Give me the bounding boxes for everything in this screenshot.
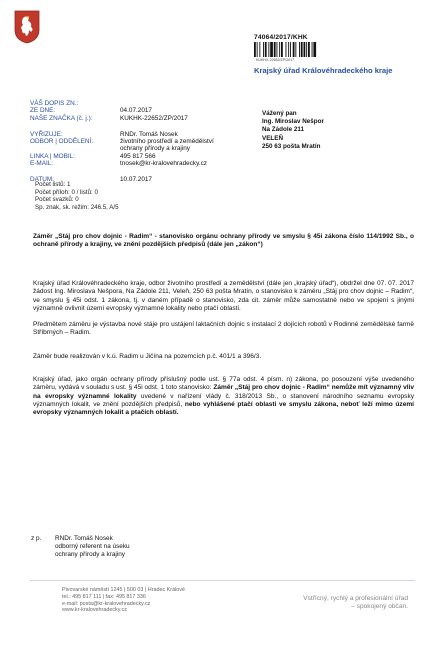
meta-row: VÁŠ DOPIS ZN.: [30, 100, 79, 107]
meta-row: LINKA | MOBIL: 495 817 566 [30, 152, 156, 160]
document-counts: Počet listů: 1 Počet příloh: 0 / listů: 0 Počet svazků: 0 Sp. znak, sk. režim: 246.5, A/5 [35, 181, 119, 211]
meta-row: NAŠE ZNAČKA (č. j.): KUKHK-22652/ZP/2017 [30, 114, 188, 122]
coat-of-arms-icon [14, 10, 40, 44]
footer-divider [30, 580, 415, 581]
paragraph: Záměr bude realizován v k.ú. Radim u Jičína na pozemcích p.č. 401/1 a 396/3. [33, 353, 262, 360]
meta-row: VYŘIZUJE: RNDr. Tomáš Nosek [30, 130, 178, 138]
meta-row-date: DATUM: 10.07.2017 [30, 176, 152, 184]
meta-row: E-MAIL: tnosek@kr-kralovehradecky.cz [30, 160, 207, 168]
paragraph: Předmětem záměru je výstavba nové stáje pro ustájení laktačních dojnic s instalací 2 dojících robotů v Rodinné zemědělské farmě Stříbrných – Radim. [33, 321, 414, 337]
letter-metadata [30, 100, 260, 184]
recipient-address: Vážený pan Ing. Miroslav Nešpor Na Zádole 211 VELEŇ 250 63 pošta Mratín [262, 110, 324, 150]
meta-row: ODBOR | ODDĚLENÍ: životního prostředí a zemědělství [30, 138, 214, 146]
barcode-caption: KUKHX-22652/ZP/2017 [256, 58, 295, 62]
office-name: Krajský úřad Královéhradeckého kraje [254, 66, 393, 75]
footer-contact: Pivovarské náměstí 1245 | 500 03 | Hradec Králové tel.: 495 817 111 | fax: 495 817 336 e-mail: posta@kr-kralovehradecky.cz www.kr-kralovehradecky.cz [62, 587, 185, 614]
meta-row: ochrany přírody a krajiny [120, 145, 190, 153]
footer-slogan: Vstřícný, rychlý a profesionální úřad – spokojený občan. [303, 595, 408, 610]
paragraph: Krajský úřad Královéhradeckého kraje, odbor životního prostředí a zemědělství (dále jen „krajský úřad“), obdržel dne 07. 07. 2017 žádost Ing. Miroslava Nešpora, Na Zádole 211, Veleň, 250 63 pošta Mratín, o stanovisko k záměru „Stáj pro chov dojnic – Radim“, ve smyslu § 45i odst. 1 zákona, tj. v daném případě o stanovisko, zda cit. záměr může samostatně nebo ve spojení s jinými významně ovlivnit území evropsky významné lokality nebo ptačí oblasti. [33, 280, 414, 312]
barcode-icon [254, 42, 338, 57]
meta-row: ZE DNE: 04.07.2017 [30, 107, 152, 115]
reference-number: 74064/2017/KHK [254, 34, 308, 41]
decision-paragraph: Krajský úřad, jako orgán ochrany přírody příslušný podle ust. § 77a odst. 4 písm. n) zákona, po posouzení výše uvedeného záměru, vydává v souladu s ust. § 45i odst. 1 toto stanovisko: Záměr „Stáj pro chov dojnic - Radim“ nemůže mít významný vliv na evropsky významné lokality uvedené v nařízení vlády č. 318/2013 Sb., o stanovení národního seznamu evropsky významných lokalit, ve znění pozdějších předpisů, nebo vyhlášené ptačí oblasti ve smyslu zákona, neboť leží mimo území evropsky významných lokalit a ptačích oblastí. [33, 376, 414, 417]
subject-heading: Záměr „Stáj pro chov dojnic - Radim“ - stanovisko orgánu ochrany přírody ve smyslu § 45i zákona číslo 114/1992 Sb., o ochraně přírody a krajiny, ve znění pozdějších předpisů (dále jen „zákon“) [33, 233, 414, 249]
signature-block: z p. RNDr. Tomáš Nosek odborný referent na úseku ochrany přírody a krajiny [31, 535, 130, 558]
